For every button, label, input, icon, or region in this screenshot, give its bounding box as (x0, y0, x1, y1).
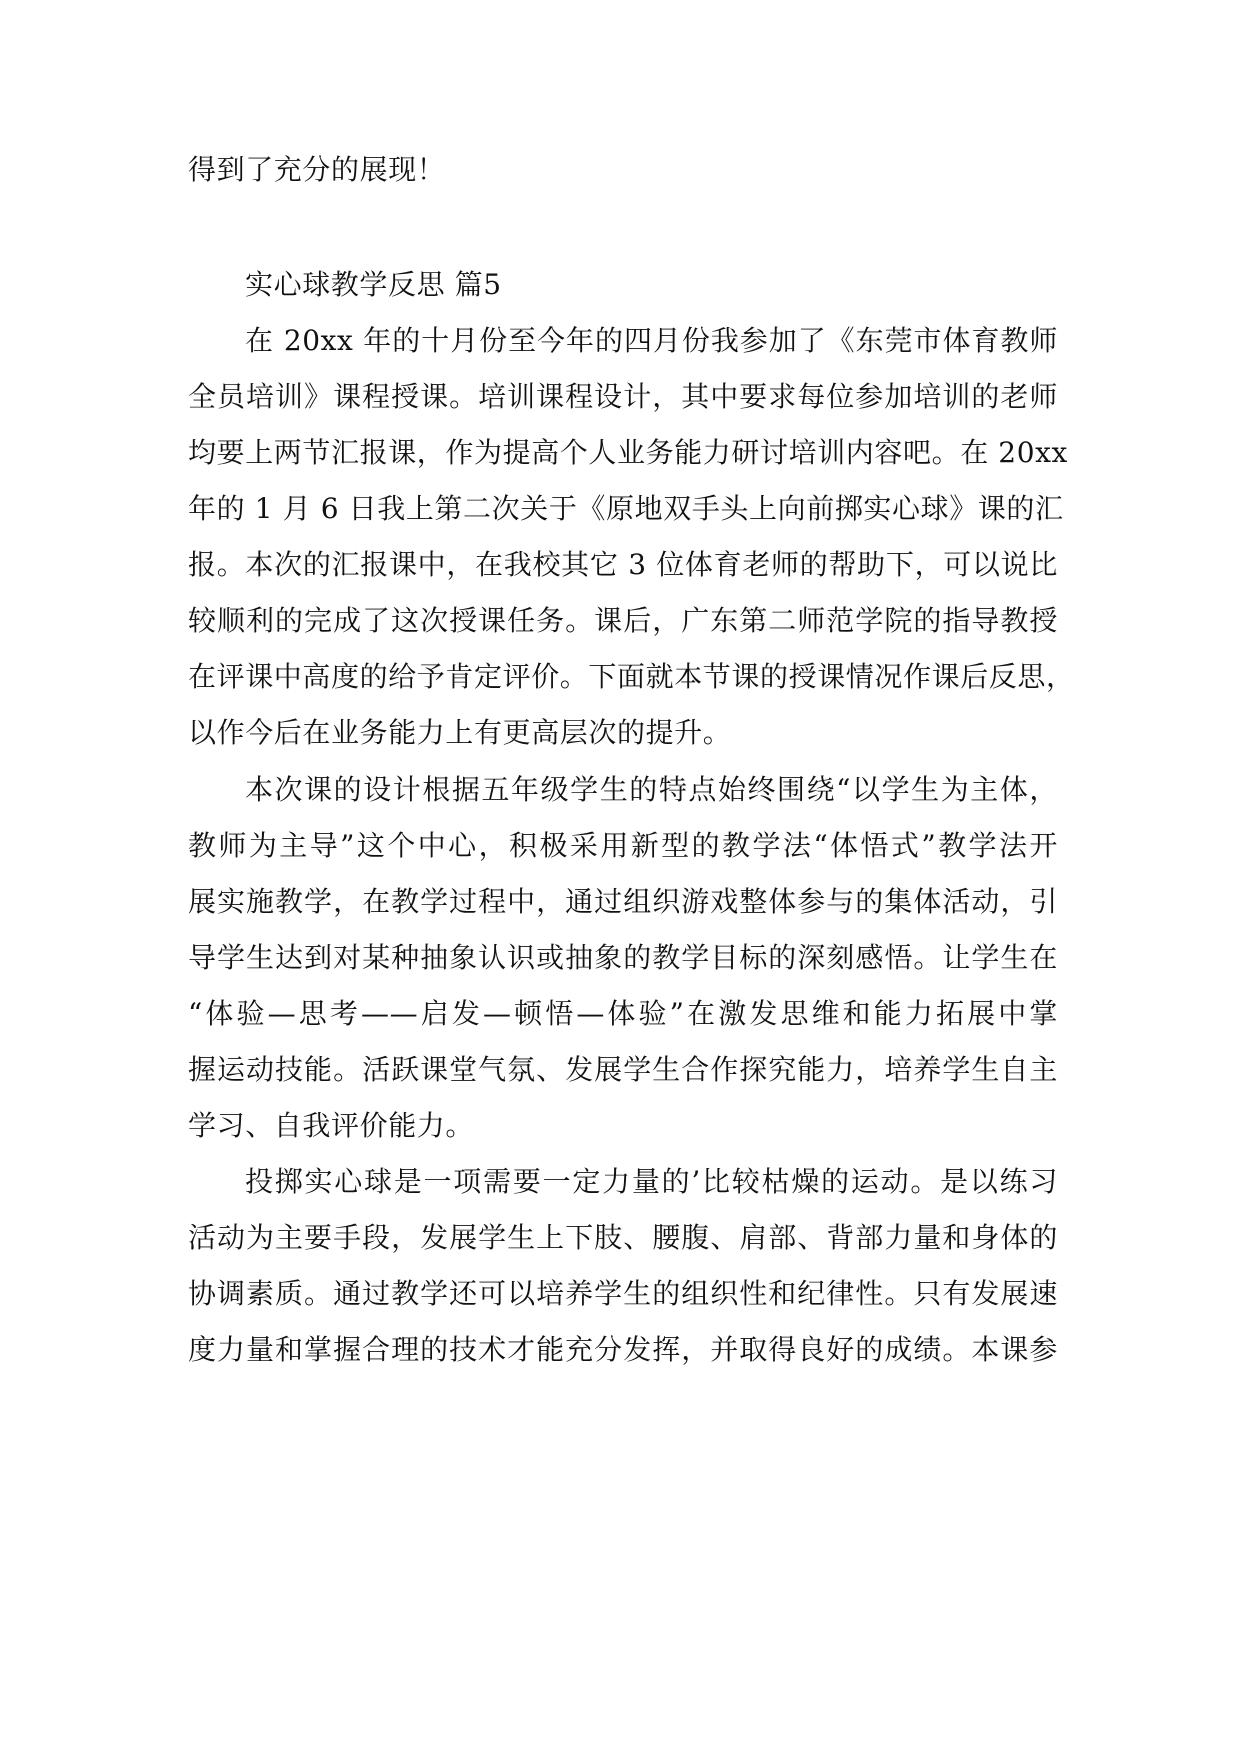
text-line: 全员培训》课程授课。培训课程设计，其中要求每位参加培训的老师 (188, 380, 1058, 413)
text-line: 教师为主导”这个中心，积极采用新型的教学法“体悟式”教学法开 (188, 829, 1058, 862)
text-line: 学习、自我评价能力。 (188, 1109, 475, 1142)
text-line: 导学生达到对某种抽象认识或抽象的教学目标的深刻感悟。让学生在 (188, 941, 1058, 974)
text-line: “体验—思考——启发—顿悟—体验”在激发思维和能力拓展中掌 (188, 997, 1058, 1030)
section-heading: 实心球教学反思 篇5 (245, 268, 502, 301)
text-line: 展实施教学，在教学过程中，通过组织游戏整体参与的集体活动，引 (188, 885, 1058, 918)
text-line: 度力量和掌握合理的技术才能充分发挥，并取得良好的成绩。本课参 (188, 1333, 1058, 1366)
text-line: 得到了充分的展现！ (188, 153, 446, 186)
text-line: 握运动技能。活跃课堂气氛、发展学生合作探究能力，培养学生自主 (188, 1053, 1058, 1086)
text-line: 报。本次的汇报课中，在我校其它 3 位体育老师的帮助下，可以说比 (188, 548, 1058, 581)
text-line: 投掷实心球是一项需要一定力量的’比较枯燥的运动。是以练习 (245, 1165, 1058, 1198)
text-line: 较顺利的完成了这次授课任务。课后，广东第二师范学院的指导教授 (188, 604, 1058, 637)
text-line: 在 20xx 年的十月份至今年的四月份我参加了《东莞市体育教师 (245, 324, 1058, 357)
text-line: 以作今后在业务能力上有更高层次的提升。 (188, 716, 732, 749)
text-line: 活动为主要手段，发展学生上下肢、腰腹、肩部、背部力量和身体的 (188, 1221, 1058, 1254)
text-line: 年的 1 月 6 日我上第二次关于《原地双手头上向前掷实心球》课的汇 (188, 492, 1064, 525)
text-line: 协调素质。通过教学还可以培养学生的组织性和纪律性。只有发展速 (188, 1277, 1058, 1310)
text-line: 本次课的设计根据五年级学生的特点始终围绕“以学生为主体， (245, 773, 1058, 806)
text-line: 在评课中高度的给予肯定评价。下面就本节课的授课情况作课后反思， (188, 660, 1075, 693)
text-line: 均要上两节汇报课，作为提高个人业务能力研讨培训内容吧。在 20xx (188, 436, 1068, 469)
